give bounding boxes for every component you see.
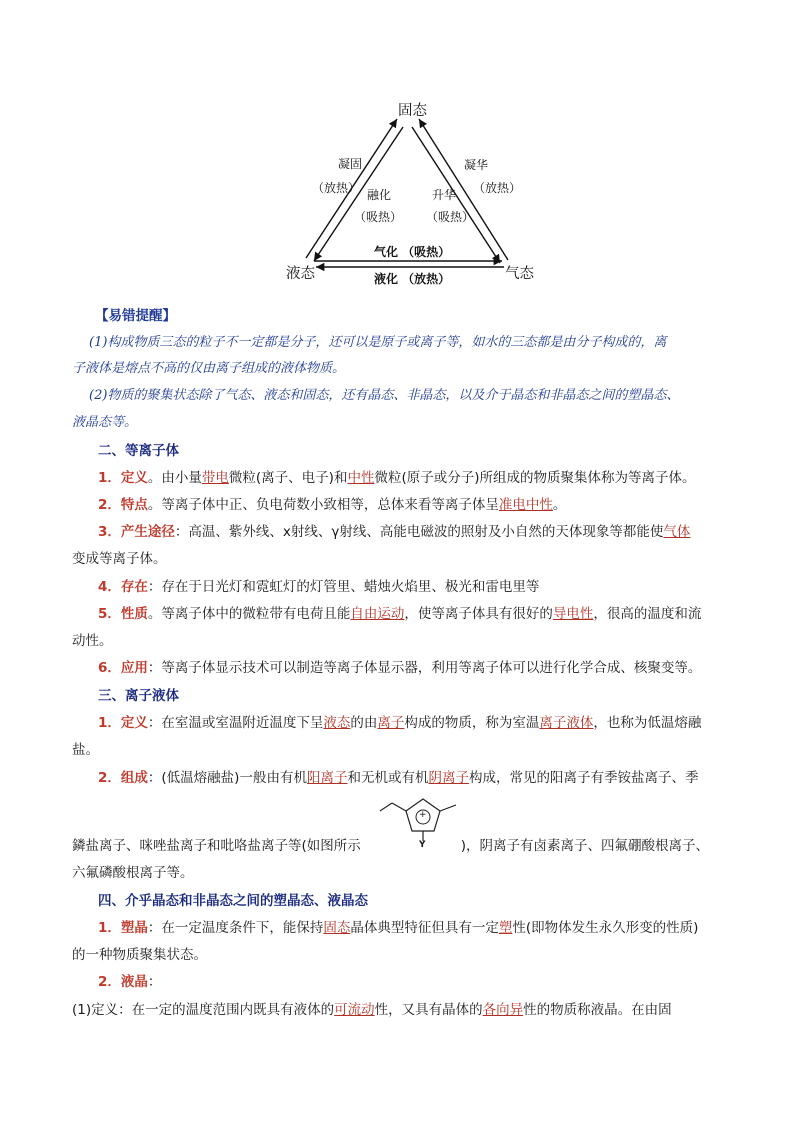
section-plastic-liquid-crystal-title: 四、介乎晶态和非晶态之间的塑晶态、液晶态 [98, 893, 368, 909]
charge-plus: + [419, 810, 427, 820]
state-gas: 气态 [505, 266, 534, 282]
substituent-y: Y [419, 840, 426, 850]
label-sublime: 升华 [432, 188, 457, 202]
plasma-property-cont: 动性。 [72, 633, 113, 649]
section-ionic-liquid-title: 三、离子液体 [98, 688, 179, 704]
tip-2b: 液晶态等。 [72, 415, 138, 430]
plasma-origin-cont: 变成等离子体。 [72, 551, 167, 567]
tip-2a: (2)物质的聚集状态除了气态、液态和固态，还有晶态、非晶态，以及介于晶态和非晶态之间的塑晶态、 [89, 388, 680, 403]
label-freeze-heat: （放热） [312, 181, 361, 195]
ionic-liquid-definition: 1．定义：在室温或室温附近温度下呈液态的由离子构成的物质，称为室温离子液体，也称为低温熔融 [98, 715, 702, 731]
plasma-feature: 2．特点。等离子体中正、负电荷数小致相等，总体来看等离子体呈准电中性。 [98, 497, 567, 513]
liquid-crystal-heading: 2．液晶： [98, 974, 162, 990]
tips-heading: 【易错提醒】 [95, 308, 176, 324]
label-vaporize: 气化 （吸热） [374, 245, 451, 259]
plasma-definition: 1．定义。由小量带电微粒(离子、电子)和中性微粒(原子或分子)所组成的物质聚集体称为等离子体。 [98, 470, 696, 486]
liquid-crystal-definition: (1)定义：在一定的温度范围内既具有液体的可流动性，又具有晶体的各向异性的物质称液晶。在由固 [72, 1002, 672, 1018]
plasma-application: 6．应用：等离子体显示技术可以制造等离子体显示器，利用等离子体可以进行化学合成、核聚变等。 [98, 660, 702, 676]
plasma-existence: 4．存在：存在于日光灯和霓虹灯的灯管里、蜡烛火焰里、极光和雷电里等 [98, 579, 540, 595]
ionic-liquid-definition-cont: 盐。 [72, 742, 99, 758]
tip-1b: 子液体是熔点不高的仅由离子组成的液体物质。 [72, 361, 346, 376]
ionic-liquid-composition-end: 六氟磷酸根离子等。 [72, 865, 194, 881]
label-melt: 融化 [367, 188, 392, 202]
ionic-liquid-composition: 2．组成：(低温熔融盐)一般由有机阳离子和无机或有机阴离子构成，常见的阳离子有季铵盐离子、季 [98, 770, 699, 786]
label-melt-heat: （吸热） [354, 210, 403, 224]
label-liquefy: 液化 （放热） [374, 272, 451, 286]
plasma-property: 5．性质。等离子体中的微粒带有电荷且能自由运动，使等离子体具有很好的导电性，很高的温度和流 [98, 606, 702, 622]
phase-change-diagram [270, 95, 550, 290]
label-deposit-heat: （放热） [473, 181, 522, 195]
section-plasma-title: 二、等离子体 [98, 443, 179, 459]
plastic-crystal-definition: 1．塑晶：在一定温度条件下，能保持固态晶体典型特征但具有一定塑性(即物体发生永久形变的性质) [98, 920, 699, 936]
state-solid: 固态 [398, 103, 427, 119]
ionic-liquid-composition-cont: 鏻盐离子、咪唑盐离子和吡咯盐离子等(如图所示 )，阴离子有卤素离子、四氟硼酸根离子、 [72, 838, 710, 854]
plastic-crystal-definition-cont: 的一种物质聚集状态。 [72, 947, 207, 963]
label-freeze: 凝固 [338, 157, 363, 171]
tip-1a: (1)构成物质三态的粒子不一定都是分子，还可以是原子或离子等，如水的三态都是由分子构成的，离 [89, 335, 667, 350]
label-deposit: 凝华 [464, 158, 489, 172]
plasma-origin: 3．产生途径：高温、紫外线、x射线、γ射线、高能电磁波的照射及小自然的天体现象等都能使气体 [98, 524, 691, 540]
state-liquid: 液态 [286, 266, 315, 282]
label-sublime-heat: （吸热） [426, 210, 475, 224]
